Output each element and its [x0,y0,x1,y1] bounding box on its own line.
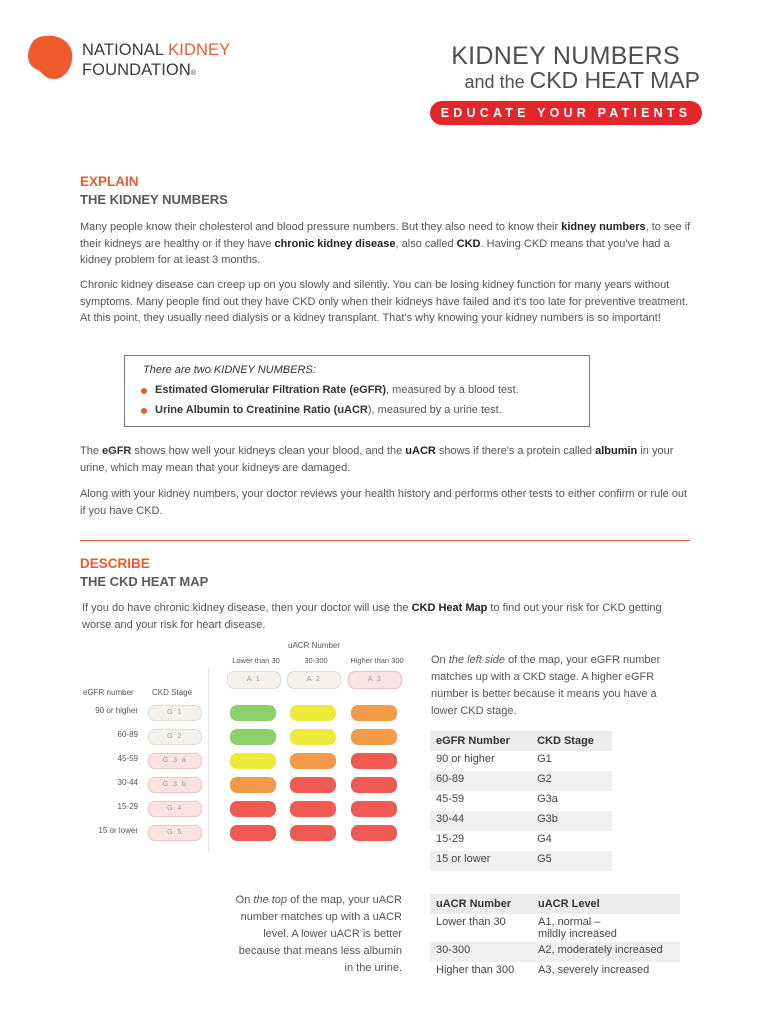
heat-map-cell-red [351,753,397,769]
table-row [430,942,680,962]
box-item-rest: ), measured by a urine test. [367,404,502,416]
text-span: in your urine, which may mean that your kidneys are damaged. [80,445,674,474]
table-cell: Higher than 300 [436,964,515,976]
org-name-1a: NATIONAL [82,41,169,59]
table-cell: 15 or lower [430,851,531,871]
ckd-stage-chip: G 2 [148,729,202,745]
explain-title: THE KIDNEY NUMBERS [80,192,228,207]
table-row [430,771,612,791]
table-cell: A1, normal – mildly increased [538,916,617,940]
heat-map-cell-red [290,825,336,841]
box-item-uacr [155,404,502,416]
table-cell: 15-29 [436,833,465,845]
heat-map-cell-orange [230,777,276,793]
uacr-number-title: uACR Number [288,641,341,650]
box-item-egfr [155,384,519,396]
egfr-row-range: 60-89 [117,730,138,739]
heat-map-cell-green [230,705,276,721]
explain-paragraph-2: Chronic kidney disease can creep up on you slowly and silently. You can be losing kidney function for many years without symptoms. Many people find out they have CKD only when their kidneys have failed and it's too late for preventive treatment. At this point, they usually need dialysis or a kidney transplant. That's why knowing your kidney numbers is so important! [80,279,689,324]
text-italic: the left side [448,654,505,666]
left-side-explanation [431,652,681,720]
table-row [430,751,612,771]
explain-paragraph-1 [80,219,692,269]
box-item-rest: , measured by a blood test. [386,384,519,396]
explain-label: EXPLAIN [80,174,139,189]
uacr-table-header-level: uACR Level [532,894,680,914]
egfr-term: eGFR [102,445,132,457]
table-cell: G2 [531,771,612,791]
text-span: of the map, your uACR number matches up with a uACR level. A lower uACR is better because that means less albumin in the urine. [238,894,402,974]
text-span: to find out your risk for CKD getting worse and your risk for heart disease. [82,602,662,631]
heat-map-cell-orange [351,729,397,745]
egfr-row-range: 45-59 [117,754,138,763]
text-span: . Having CKD means that you've had a kidney problem for at least 3 months. [80,237,670,266]
heat-map-cell-yellow [290,729,336,745]
uacr-level-chip: A 1 [227,671,281,689]
text-span: , to see if their kidneys are healthy or if they have [80,221,691,250]
table-cell: 60-89 [430,771,531,791]
table-cell: A2, moderately increased [532,942,680,962]
albumin-link[interactable]: albumin [595,445,638,457]
ckd-link[interactable]: CKD [456,237,481,250]
kidney-logo-icon [26,33,76,83]
uacr-column-range: Higher than 300 [350,656,404,665]
table-row [430,811,612,831]
uacr-column-range: 30-300 [304,656,328,665]
page-title: KIDNEY NUMBERS [451,42,680,70]
ckd-heat-map-link[interactable]: CKD Heat Map [411,602,488,614]
uacr-level-chip: A 3 [348,671,402,689]
table-row [430,791,612,811]
text-span: shows how well your kidneys clean your blood, and the [131,445,406,457]
table-row [430,914,680,942]
table-cell: 30-300 [430,942,532,962]
org-name-1b: KIDNEY [168,41,231,59]
table-cell: 45-59 [436,793,465,805]
ckd-stage-chip: G 3 a [148,753,202,769]
text-span: shows if there's a protein called [435,445,596,457]
text-span: Many people know their cholesterol and blood pressure numbers. But they also need to know their [80,221,562,233]
heat-map-cell-red [290,801,336,817]
table-row [430,831,612,851]
section-divider [80,540,690,541]
text-span: of the map, your eGFR number matches up with a CKD stage. A higher eGFR number is better because it means you have a lower CKD stage. [431,654,661,717]
egfr-stage-table [430,731,612,871]
egfr-table-header-stage: CKD Stage [531,731,612,751]
egfr-number-header: eGFR number [83,688,134,697]
chronic-kidney-disease-link[interactable]: chronic kidney disease [274,237,396,250]
org-name-2: FOUNDATION [82,61,191,79]
text-span: On [235,894,254,906]
org-reg-mark: ® [190,70,197,77]
table-cell: G3b [531,811,612,831]
table-cell: G3a [537,793,558,805]
heat-map-cell-green [230,729,276,745]
uacr-column-range: Lower than 30 [232,656,280,665]
heat-map-cell-yellow [290,705,336,721]
text-span: If you do have chronic kidney disease, then your doctor will use the [82,602,412,614]
org-logo-text [82,40,230,84]
egfr-row-range: 15-29 [117,802,138,811]
explain-paragraph-4: Along with your kidney numbers, your doctor reviews your health history and performs other tests to either confirm or rule out if you have CKD. [80,488,688,517]
describe-title: THE CKD HEAT MAP [80,574,209,589]
heat-map-cell-yellow [230,753,276,769]
heat-map-cell-red [230,825,276,841]
describe-label: DESCRIBE [80,556,150,571]
table-cell: G5 [531,851,612,871]
uacr-level-table [430,894,680,982]
heat-map-cell-red [351,801,397,817]
kidney-numbers-box [124,355,590,427]
text-italic: the top [253,894,288,906]
explain-paragraph-3 [80,443,692,476]
heat-map-cell-red [351,777,397,793]
educate-badge: EDUCATE YOUR PATIENTS [430,101,702,125]
kidney-numbers-link[interactable]: kidney numbers [561,221,646,233]
table-row [430,851,612,871]
table-cell: Lower than 30 [436,916,506,928]
heat-map-cell-orange [351,705,397,721]
table-cell: 90 or higher [436,753,495,765]
table-row [430,962,680,982]
uacr-table-header-number: uACR Number [430,894,532,914]
heat-map-cell-red [351,825,397,841]
text-span: , also called [395,237,457,250]
table-cell: G4 [537,833,552,845]
table-cell: A3, severely increased [538,964,650,976]
egfr-row-range: 30-44 [117,778,138,787]
heat-map-cell-red [290,777,336,793]
egfr-row-range: 15 or lower [98,826,138,835]
page-subtitle [465,67,700,94]
egfr-table-header-number: eGFR Number [430,731,531,751]
ckd-stage-header: CKD Stage [152,688,193,697]
describe-paragraph-1 [82,600,694,633]
table-cell: 30-44 [430,811,531,831]
heat-map-cell-orange [290,753,336,769]
heat-map-cell-red [230,801,276,817]
heatmap-divider [208,668,209,852]
box-heading: There are two KIDNEY NUMBERS: [143,364,316,376]
ckd-stage-chip: G 5 [148,825,202,841]
uacr-link[interactable]: uACR [405,445,436,457]
subtitle-prefix: and the [464,72,530,92]
box-item-bold: Urine Albumin to Creatinine Ratio (uACR [155,404,368,416]
subtitle-main: CKD HEAT MAP [529,67,700,93]
ckd-stage-chip: G 3 b [148,777,202,793]
uacr-level-chip: A 2 [287,671,341,689]
box-item-bold: Estimated Glomerular Filtration Rate (eGFR) [155,384,387,396]
egfr-row-range: 90 or higher [95,706,138,715]
top-side-explanation [232,892,402,977]
text-span: The [80,445,103,457]
table-cell: G1 [537,753,552,765]
ckd-stage-chip: G 4 [148,801,202,817]
text-span: On [431,654,449,666]
ckd-stage-chip: G 1 [148,705,202,721]
